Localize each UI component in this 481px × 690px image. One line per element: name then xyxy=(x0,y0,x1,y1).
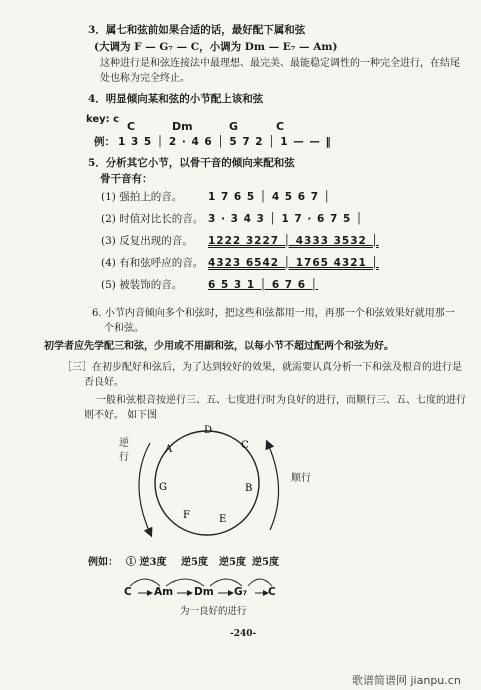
clockwise-arrow xyxy=(268,444,279,530)
progression-arc xyxy=(248,579,272,586)
item5-row-notes: 1222 3227 │ 4333 3532 │ xyxy=(208,235,379,247)
progression-chord: Am xyxy=(154,586,174,598)
chord-label: C xyxy=(127,120,136,133)
circle-note: E xyxy=(219,514,227,525)
counterclockwise-label: 逆行 xyxy=(119,438,129,463)
item5-subtitle: 骨干音有： xyxy=(100,173,153,185)
progression-chord: G₇ xyxy=(234,586,248,598)
page-number: -240- xyxy=(230,629,257,639)
item5-row-label: (4) 有和弦呼应的音。 xyxy=(101,257,204,269)
circle-note: D xyxy=(204,425,213,436)
beginner-note: 初学者应先学配三和弦，少用或不用副和弦，以每小节不超过配两个和弦为好。 xyxy=(44,341,394,352)
item5-row-label: (2) 时值对比长的音。 xyxy=(101,213,204,225)
root-motion-circle-diagram xyxy=(110,418,310,553)
chord-label: Dm xyxy=(172,120,193,133)
item3-example: (大调为 F — G₇ — C，小调为 Dm — E₇ — Am) xyxy=(94,41,338,53)
item4-title: 4．明显倾向某和弦的小节配上该和弦 xyxy=(88,93,264,105)
progression-arcs xyxy=(120,564,280,604)
item5-row-label: (5) 被装饰的音。 xyxy=(101,279,183,291)
circle-note: F xyxy=(183,510,190,521)
item3-desc-line1: 这种进行是和弦连接法中最理想、最完美、最能稳定调性的一种完全进行，在结尾 xyxy=(100,58,460,69)
item6-line2: 个和弦。 xyxy=(104,323,144,334)
item5-row-notes: 1 7 6 5 │ 4 5 6 7 │ xyxy=(208,191,331,203)
circle-note: B xyxy=(245,483,253,494)
item3-title: 3．属七和弦前如果合适的话，最好配下属和弦 xyxy=(88,24,306,36)
interval-label: 逆5度 xyxy=(252,557,279,568)
progression-chord: C xyxy=(268,586,276,598)
progression-chord: C xyxy=(124,586,132,598)
example-progression-label: 例如： xyxy=(88,557,118,568)
interval-label: 逆5度 xyxy=(181,557,208,568)
key-label: key: c xyxy=(86,114,120,125)
progression-arc xyxy=(130,579,160,586)
interval-label: ① 逆3度 xyxy=(126,557,167,568)
counterclockwise-arrow xyxy=(139,443,150,533)
item5-row-label: (1) 强拍上的音。 xyxy=(101,191,183,203)
circle-note: C xyxy=(241,440,249,451)
item5-row-label: (3) 反复出现的音。 xyxy=(101,235,193,247)
progression-chord: Dm xyxy=(194,586,214,598)
section3-p1-line2: 否良好。 xyxy=(84,377,124,388)
item3-desc-line2: 处也称为完全终止。 xyxy=(100,73,190,84)
item5-title: 5．分析其它小节，以骨干音的倾向来配和弦 xyxy=(88,157,295,169)
progression-arc xyxy=(166,579,204,586)
example-label: 例： xyxy=(94,136,115,148)
item5-row-notes: 6 5 3 1 │ 6 7 6 │ xyxy=(208,279,319,291)
section3-p1-line1: ［三］在初步配好和弦后，为了达到较好的效果，就需要认真分析一下和弦及根音的进行是 xyxy=(62,362,462,373)
clockwise-label: 顺行 xyxy=(291,473,311,484)
section3-p2-line2: 则不好。 如下图 xyxy=(84,410,158,421)
watermark: 歌谱简谱网 jianpu.cn xyxy=(352,674,461,687)
chord-label: C xyxy=(276,120,285,133)
section3-p2-line1: 一般和弦根音按逆行三、五、七度进行时为良好的进行，而顺行三、五、七度的进行 xyxy=(96,395,466,406)
progression-caption: 为一良好的进行 xyxy=(180,606,247,617)
item4-notation: 1 3 5 │ 2 · 4 6 │ 5 7 2 │ 1 — — ‖ xyxy=(118,136,332,148)
chord-label: G xyxy=(229,120,239,133)
item5-row-notes: 4323 6542 │ 1765 4321 │ xyxy=(208,257,379,269)
circle-note: A xyxy=(165,444,173,455)
interval-label: 逆5度 xyxy=(219,557,246,568)
item5-row-notes: 3 · 3 4 3 │ 1 7 · 6 7 5 │ xyxy=(208,213,364,225)
progression-arc xyxy=(210,579,242,586)
circle-note: G xyxy=(159,482,167,493)
item6-line1: 6. 小节内音倾向多个和弦时，把这些和弦都用一用，再那一个和弦效果好就用那一 xyxy=(92,308,455,319)
